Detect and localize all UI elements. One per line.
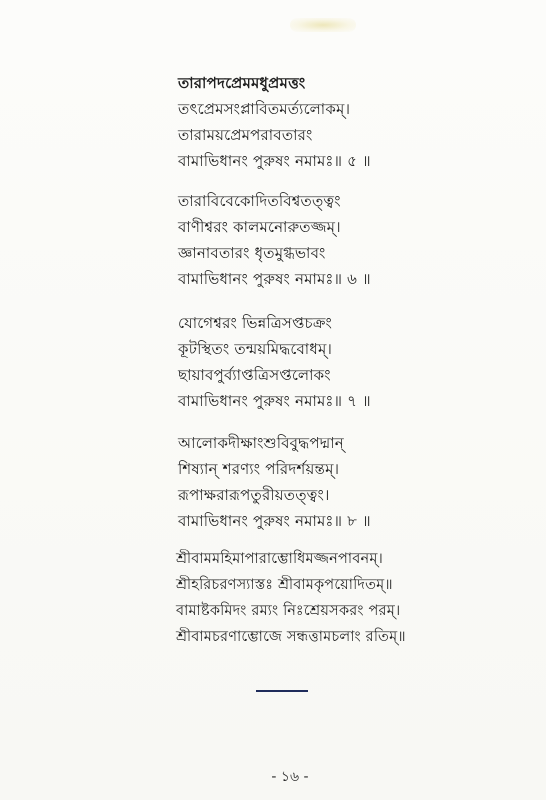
closing-verse-line: শ্রীবামমহিমাপারাম্ভোধিমজ্জনপাবনম্। [176,551,384,567]
verse-line: ছায়াবপুর্ব্যাপ্তত্রিসপ্তলোকং [178,366,331,384]
verse-line: বামাভিধানং পুরুষং নমামঃ॥ ৭ ॥ [178,392,371,410]
verse-line: বাণীশ্বরং কালমনোরুতজ্জম্। [178,218,341,236]
verse-line: আলোকদীক্ষাংশুবিবুদ্ধপদ্মান্ [178,434,344,452]
verse-line: বামাভিধানং পুরুষং নমামঃ॥ ৮ ॥ [178,512,371,530]
closing-verse-line: বামাষ্টকমিদং রম্যং নিঃশ্রেয়সকরং পরম্। [176,603,401,619]
verse-7 [178,310,518,414]
verse-line: যোগেশ্বরং ভিন্নত্রিসপ্তচক্রং [178,314,333,332]
verse-5 [178,70,518,174]
closing-verse-line: শ্রীহরিচরণস্যাস্তঃ শ্রীবামকৃপয়োদিতম্॥ [176,577,393,593]
verse-line: জ্ঞানাবতারং ধৃতমুগ্ধভাবং [178,244,326,262]
section-separator [256,690,308,692]
page-number: - ১৬ - [271,769,309,785]
verse-line: তারাবিবেকোদিতবিশ্বতত্ত্বং [178,192,341,210]
verse-line: বামাভিধানং পুরুষং নমামঃ॥ ৬ ॥ [178,270,371,288]
verse-line: তৎপ্রেমসংপ্লাবিতমর্ত্যলোকম্। [178,100,351,118]
verse-8 [178,430,518,534]
verse-6 [178,188,518,292]
closing-verses [176,546,536,650]
verse-line: তারাপদপ্রেমমধুপ্রমত্তং [178,74,306,92]
verse-line: শিষ্যান্ শরণ্যং পরিদর্শয়ন্তম্। [178,460,340,478]
verse-line: রূপাক্ষরারূপতুরীয়তত্ত্বং। [178,486,330,504]
closing-verse-line: শ্রীবামচরণাম্ভোজে সন্ধত্তামচলাং রতিম্॥ [176,629,406,645]
verse-line: কূটস্থিতং তন্ময়মিদ্ধবোধম্। [178,340,333,358]
verse-line: বামাভিধানং পুরুষং নমামঃ॥ ৫ ॥ [178,152,371,170]
verse-line: তারাময়প্রেমপরাবতারং [178,126,313,144]
